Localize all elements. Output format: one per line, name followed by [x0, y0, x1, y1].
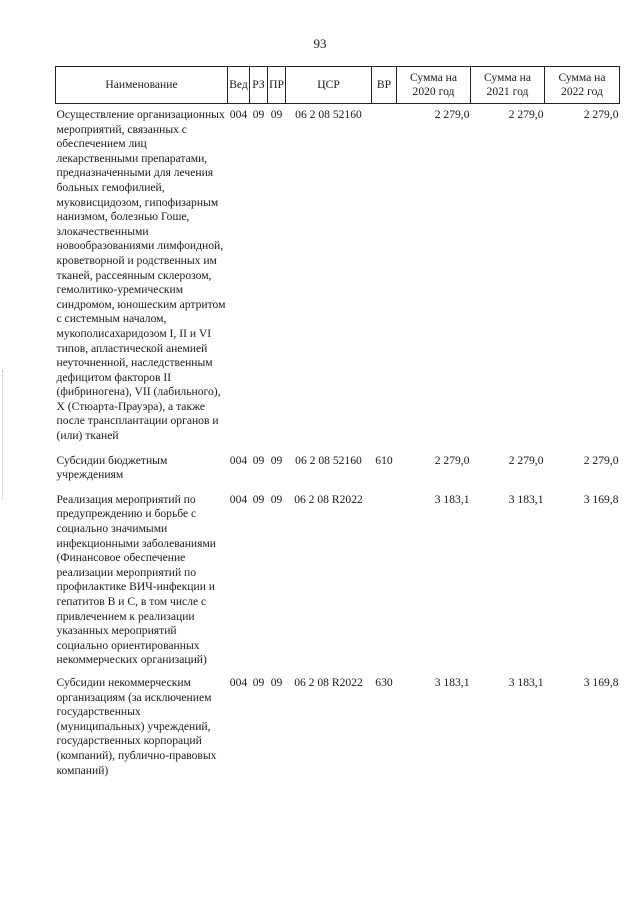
row-sum-2022: 3 169,8	[583, 675, 619, 689]
table-row	[56, 104, 620, 452]
row-sum-2020: 2 279,0	[434, 108, 470, 121]
row-vr	[372, 491, 397, 674]
table-row	[56, 674, 620, 782]
row-ved: 004	[229, 675, 248, 689]
header-csr: ЦСР	[286, 67, 372, 104]
header-sum-2020: Сумма на 2020 год	[397, 67, 471, 104]
header-sum-2022: Сумма на 2022 год	[545, 67, 620, 104]
row-sum-2021: 3 183,1	[508, 675, 544, 689]
row-sum-2022: 3 169,8	[583, 492, 619, 506]
row-csr: 06 2 08 R2022	[294, 492, 363, 506]
header-vr: ВР	[372, 67, 397, 104]
header-name: Наименование	[56, 67, 228, 104]
row-name: Реализация мероприятий по предупреждению и борьбе с социально значимыми инфекционными заболеваниями (Финансовое обеспечение реализации мероприятий по профилактике ВИЧ-инфекции и гепатитов B и C, в том числе с привлечением к реализации указанных мероприятий социально ориентированных некоммерческих организаций)	[56, 492, 216, 667]
row-vr: 610	[375, 453, 393, 467]
page-number: 93	[313, 36, 327, 51]
row-csr: 06 2 08 52160	[295, 453, 362, 467]
row-sum-2020: 3 183,1	[434, 675, 470, 689]
row-rz: 09	[252, 675, 265, 689]
row-rz: 09	[252, 492, 265, 506]
row-pr: 09	[270, 492, 283, 506]
row-name: Осуществление организационных мероприятий, связанных с обеспечением лиц лекарственными препаратами, предназначенными для лечения больных гемофилией, муковисцидозом, гипофизарным нанизмом, болезнью Гоше, злокачественными новообразованиями лимфоидной, кроветворной и родственных им тканей, рассеянным склерозом, гемолитико-уремическим синдромом, юношеским артритом с системным началом, мукополисахаридозом I, II и VI типов, апластической анемией неуточненной, наследственным дефицитом факторов II (фибриногена), VII (лабильного), X (Стюарта-Прауэра), а также после трансплантации органов и (или) тканей	[56, 108, 226, 443]
table-header-row	[56, 67, 620, 104]
row-pr: 09	[270, 453, 283, 467]
row-ved: 004	[229, 108, 248, 121]
row-sum-2022: 2 279,0	[583, 108, 619, 121]
row-sum-2022: 2 279,0	[583, 453, 619, 467]
row-name: Субсидии некоммерческим организациям (за исключением государственных (муниципальных) учреждений, государственных корпораций (компаний), публично-правовых компаний)	[56, 675, 217, 777]
row-pr: 09	[270, 675, 283, 689]
header-sum-2021: Сумма на 2021 год	[471, 67, 545, 104]
row-sum-2021: 2 279,0	[508, 453, 544, 467]
row-sum-2020: 2 279,0	[434, 453, 470, 467]
row-csr: 06 2 08 R2022	[294, 675, 363, 689]
header-pr: ПР	[268, 67, 286, 104]
row-rz: 09	[252, 108, 265, 121]
table-row	[56, 491, 620, 674]
margin-scan-marks	[2, 370, 7, 500]
row-ved: 004	[229, 453, 248, 467]
row-ved: 004	[229, 492, 248, 506]
row-name: Субсидии бюджетным учреждениям	[56, 453, 168, 482]
row-sum-2021: 2 279,0	[508, 108, 544, 121]
row-pr: 09	[270, 108, 283, 121]
row-sum-2021: 3 183,1	[508, 492, 544, 506]
row-vr	[372, 104, 397, 452]
header-ved: Вед	[228, 67, 250, 104]
row-vr: 630	[375, 675, 393, 689]
row-sum-2020: 3 183,1	[434, 492, 470, 506]
table-row	[56, 452, 620, 491]
header-rz: РЗ	[250, 67, 268, 104]
row-csr: 06 2 08 52160	[295, 108, 362, 121]
budget-table	[55, 66, 620, 782]
row-rz: 09	[252, 453, 265, 467]
